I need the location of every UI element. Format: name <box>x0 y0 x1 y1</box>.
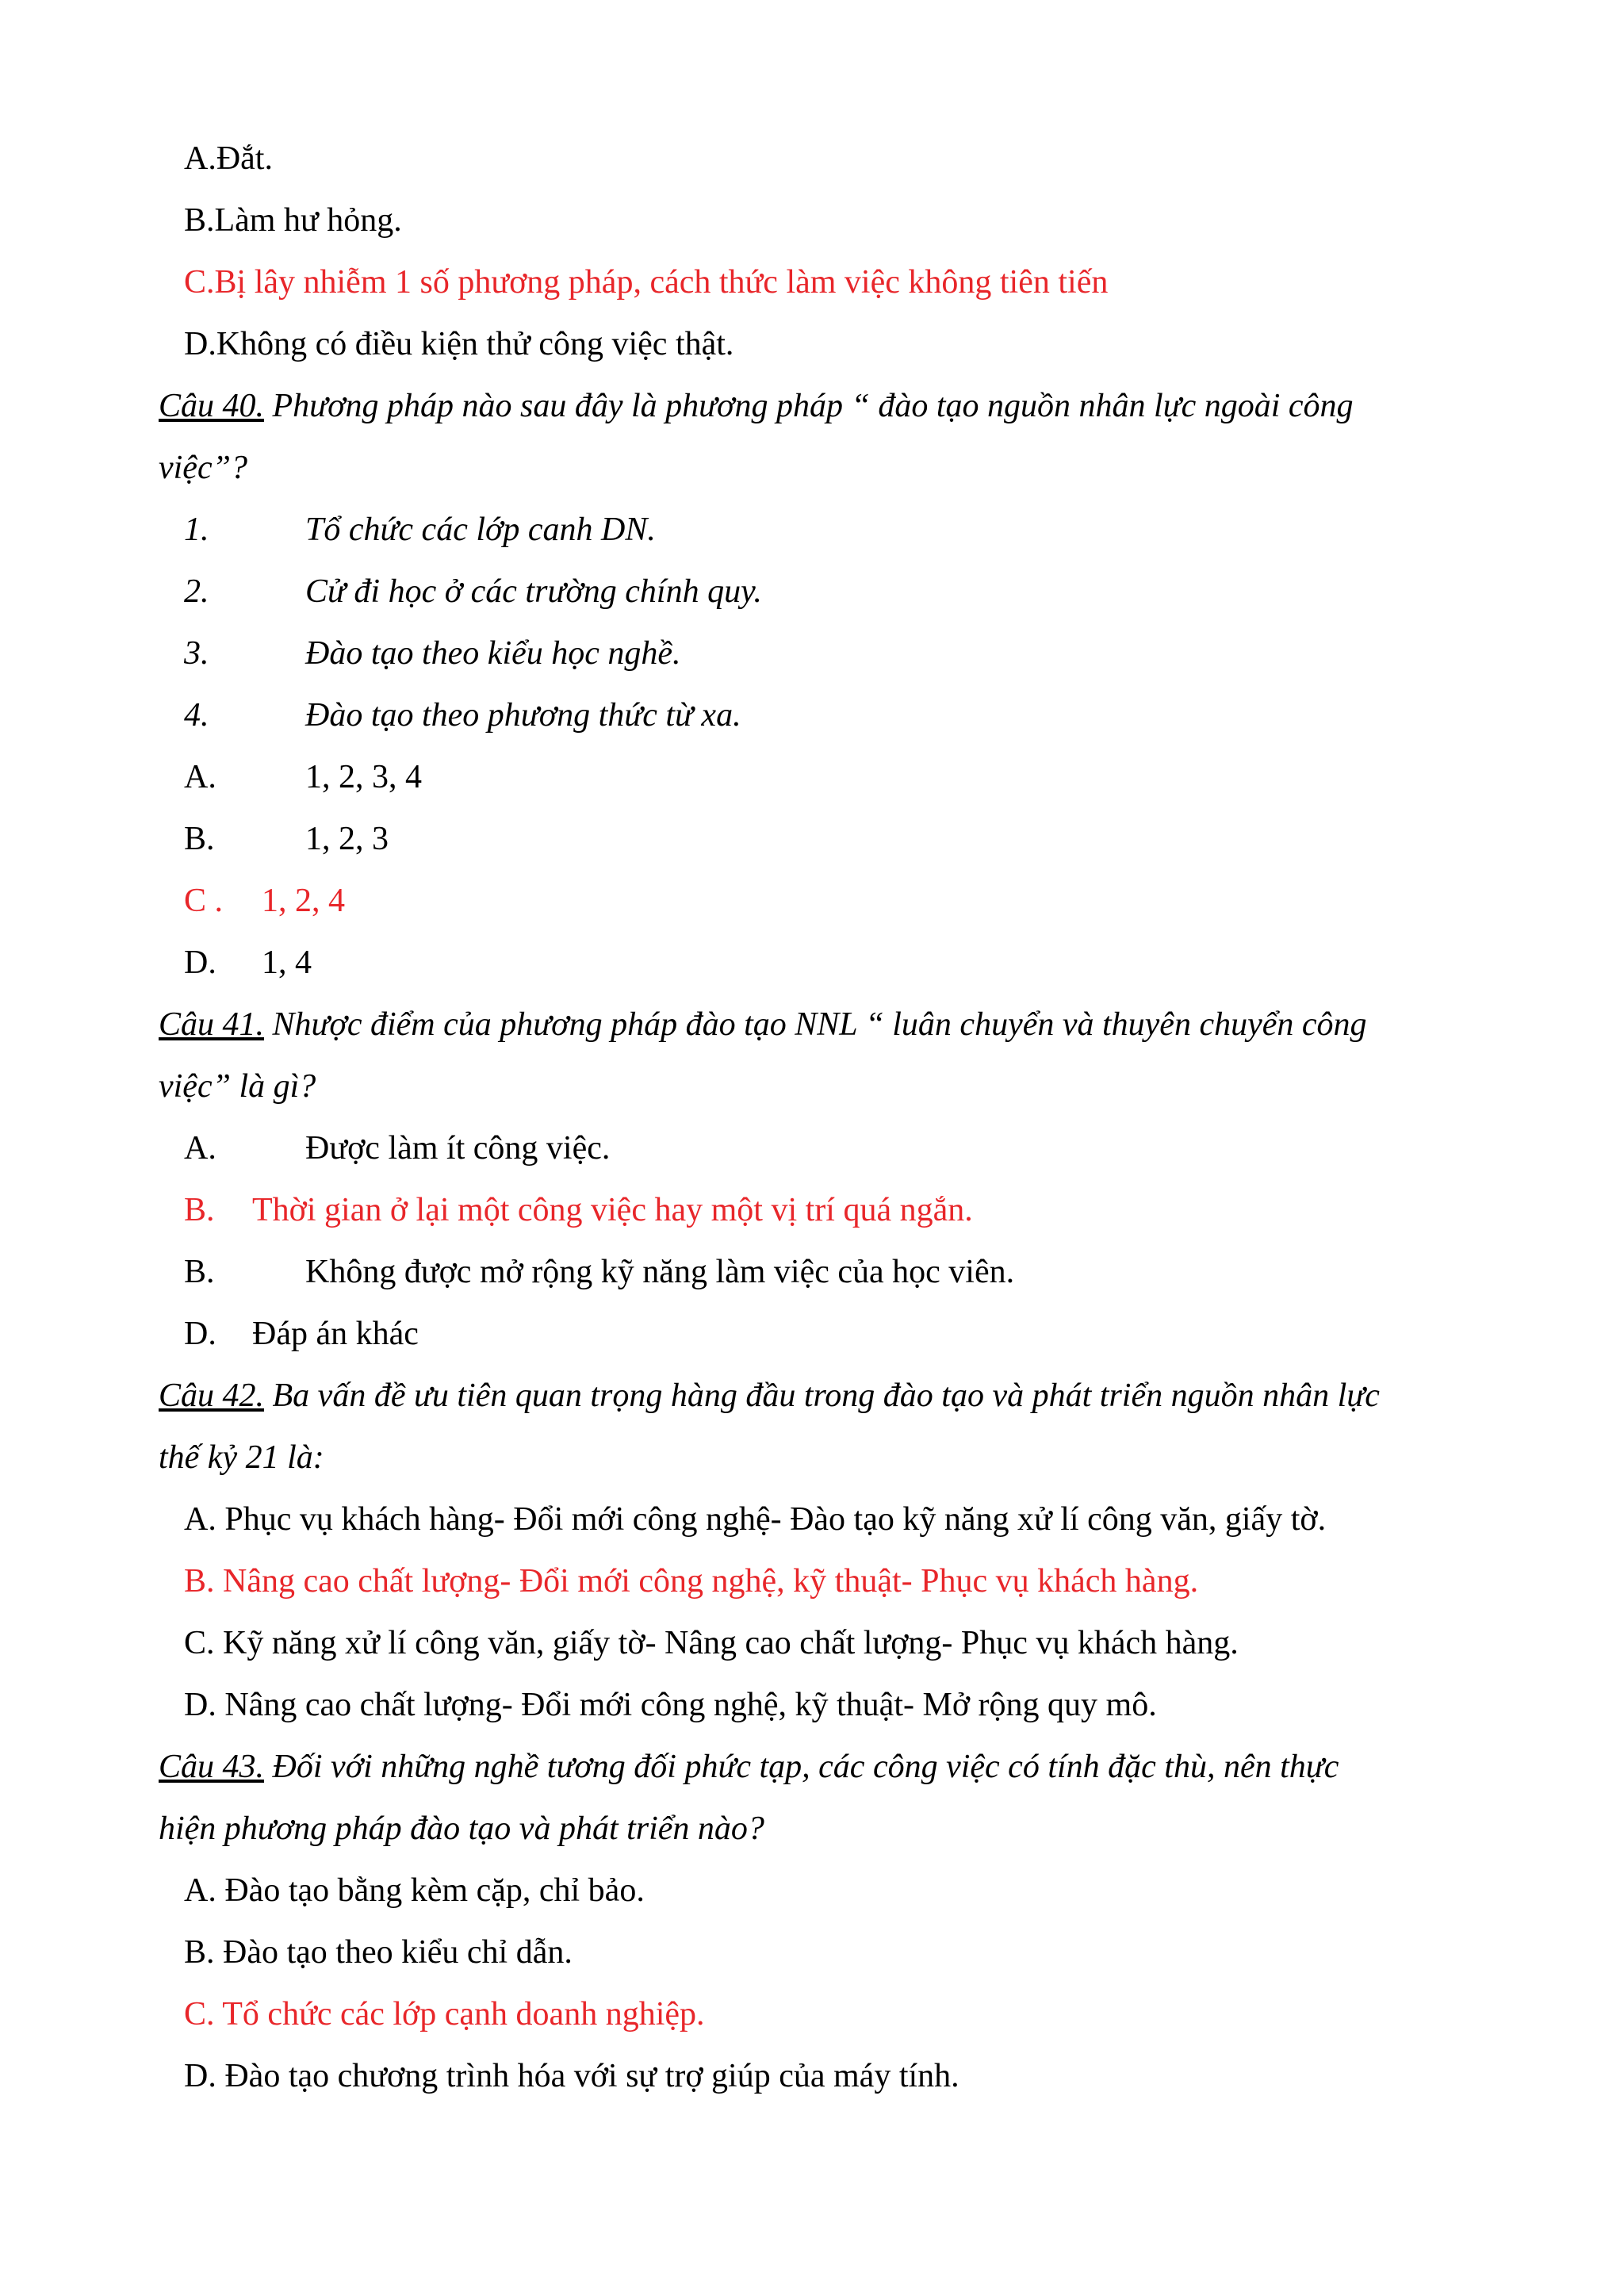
q42-option-c-text: Kỹ năng xử lí công văn, giấy tờ- Nâng cao chất lượng- Phục vụ khách hàng. <box>223 1625 1239 1661</box>
q39-option-b: B.Làm hư hỏng. <box>184 202 402 239</box>
q40-question-line1 <box>159 375 1354 437</box>
q43-option-c-text: Tổ chức các lớp cạnh doanh nghiệp. <box>222 1996 705 2033</box>
q40-option-b-text: 1, 2, 3 <box>305 821 389 857</box>
q42-label: Câu 42. <box>159 1377 265 1414</box>
q39-option-d: D.Không có điều kiện thử công việc thật. <box>184 326 734 362</box>
q42-option-d-text: Nâng cao chất lượng- Đổi mới công nghệ, kỹ thuật- Mở rộng quy mô. <box>224 1687 1157 1723</box>
q43-option-b-letter: B. <box>184 1934 215 1971</box>
q43-option-a-text: Đào tạo bằng kèm cặp, chỉ bảo. <box>224 1872 645 1909</box>
q43-option-d <box>184 2045 959 2107</box>
q41-label: Câu 41. <box>159 1006 265 1043</box>
q40-item-4-text: Đào tạo theo phương thức từ xa. <box>305 697 741 734</box>
q43-option-c-correct <box>184 1983 705 2045</box>
q40-item-3-text: Đào tạo theo kiểu học nghề. <box>305 635 681 672</box>
q43-question-line1 <box>159 1736 1339 1798</box>
q41-option-b-text-correct: Thời gian ở lại một công việc hay một vị trí quá ngắn. <box>252 1192 973 1228</box>
q42-option-a-text: Phục vụ khách hàng- Đổi mới công nghệ- Đào tạo kỹ năng xử lí công văn, giấy tờ. <box>224 1501 1327 1538</box>
q41-option-b2-text: Không được mở rộng kỹ năng làm việc của học viên. <box>305 1254 1015 1290</box>
q40-option-b-letter: B. <box>184 821 215 857</box>
q42-option-a-letter: A. <box>184 1501 216 1538</box>
q43-label: Câu 43. <box>159 1749 265 1785</box>
q42-option-b-letter: B. <box>184 1563 215 1600</box>
q40-item-4-num: 4. <box>184 697 209 734</box>
q40-item-1-num: 1. <box>184 511 209 548</box>
q41-option-d-text: Đáp án khác <box>252 1316 419 1352</box>
q42-text-line1: Ba vấn đề ưu tiên quan trọng hàng đầu trong đào tạo và phát triển nguồn nhân lực <box>264 1377 1380 1414</box>
q43-option-d-letter: D. <box>184 2058 216 2094</box>
q41-option-a-text: Được làm ít công việc. <box>305 1130 611 1167</box>
q40-option-d-text: 1, 4 <box>262 944 312 981</box>
q42-question-line2: thế kỷ 21 là: <box>159 1439 324 1476</box>
q41-option-d-letter: D. <box>184 1316 216 1352</box>
q42-option-c <box>184 1612 1239 1674</box>
q41-option-b-letter-correct: B. <box>184 1192 215 1228</box>
q40-option-a-text: 1, 2, 3, 4 <box>305 759 422 795</box>
q40-option-a-letter: A. <box>184 759 216 795</box>
q42-option-b-correct <box>184 1550 1198 1612</box>
q40-question-line2: việc”? <box>159 450 247 486</box>
q41-question-line1 <box>159 994 1367 1056</box>
q41-text-line1: Nhược điểm của phương pháp đào tạo NNL “ luân chuyển và thuyên chuyển công <box>264 1006 1367 1043</box>
q42-option-a <box>184 1488 1326 1550</box>
q41-option-b2-letter: B. <box>184 1254 215 1290</box>
q42-option-c-letter: C. <box>184 1625 215 1661</box>
q40-text-line1: Phương pháp nào sau đây là phương pháp “ đào tạo nguồn nhân lực ngoài công <box>264 388 1354 424</box>
q42-question-line1 <box>159 1365 1380 1427</box>
q43-option-d-text: Đào tạo chương trình hóa với sự trợ giúp của máy tính. <box>224 2058 959 2094</box>
q42-option-d-letter: D. <box>184 1687 216 1723</box>
q40-option-c-text-correct: 1, 2, 4 <box>262 883 345 919</box>
q40-item-2-num: 2. <box>184 573 209 610</box>
q40-option-d-letter: D. <box>184 944 216 981</box>
q40-label: Câu 40. <box>159 388 265 424</box>
q43-option-c-letter: C. <box>184 1996 215 2033</box>
q40-option-c-letter-correct: C . <box>184 883 224 919</box>
q39-option-c-correct: C.Bị lây nhiễm 1 số phương pháp, cách thức làm việc không tiên tiến <box>184 264 1109 301</box>
q41-option-a-letter: A. <box>184 1130 216 1167</box>
q39-option-a: A.Đắt. <box>184 140 273 177</box>
q42-option-b-text: Nâng cao chất lượng- Đổi mới công nghệ, kỹ thuật- Phục vụ khách hàng. <box>223 1563 1199 1600</box>
q42-option-d <box>184 1674 1157 1736</box>
q43-option-a-letter: A. <box>184 1872 216 1909</box>
q40-item-1-text: Tổ chức các lớp canh DN. <box>305 511 656 548</box>
q41-question-line2: việc” là gì? <box>159 1068 316 1105</box>
q40-item-3-num: 3. <box>184 635 209 672</box>
q43-option-b-text: Đào tạo theo kiểu chỉ dẫn. <box>223 1934 573 1971</box>
q43-option-a <box>184 1860 645 1921</box>
q43-question-line2: hiện phương pháp đào tạo và phát triển nào? <box>159 1810 764 1847</box>
q40-item-2-text: Cử đi học ở các trường chính quy. <box>305 573 762 610</box>
q43-option-b <box>184 1921 573 1983</box>
q43-text-line1: Đối với những nghề tương đối phức tạp, các công việc có tính đặc thù, nên thực <box>264 1749 1339 1785</box>
